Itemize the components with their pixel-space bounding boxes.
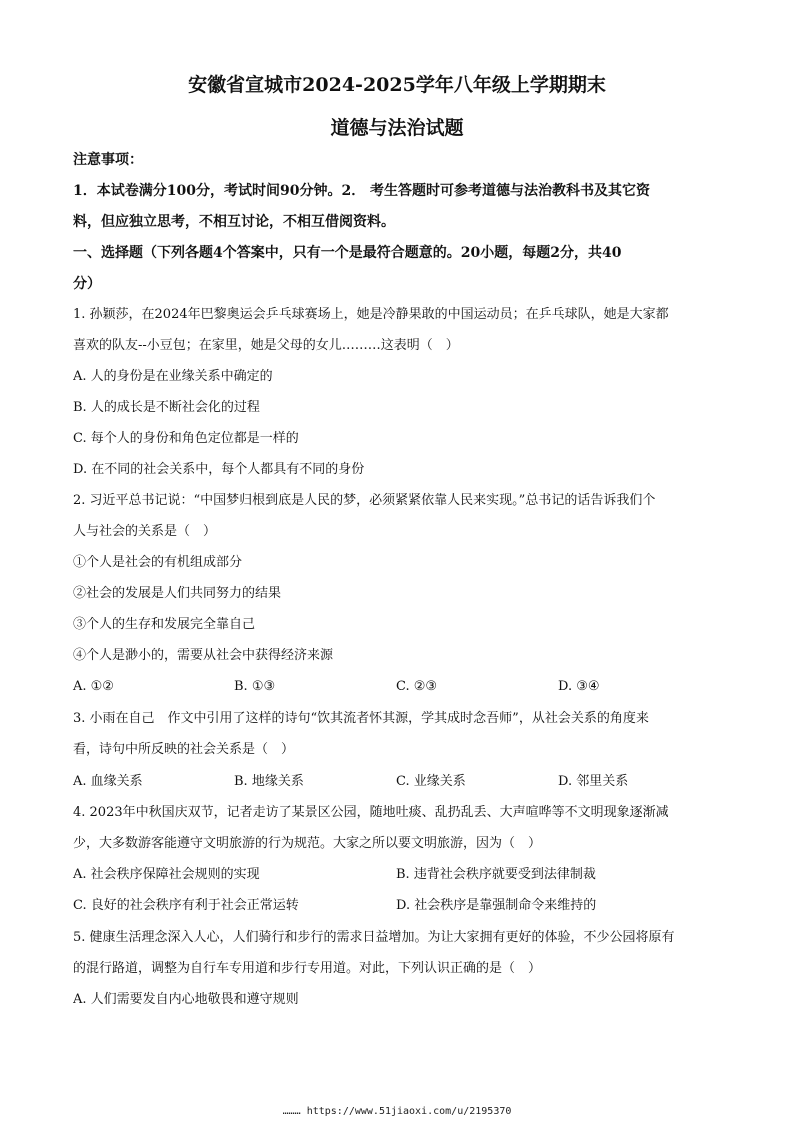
question-3-option-d: D. 邻里关系 [558,774,629,789]
question-4-stem-line2: 少，大多数游客能遵守文明旅游的行为规范。大家之所以要文明旅游，因为（ ） [73,836,542,851]
section-heading-line1: 一、选择题（下列各题4个答案中，只有一个是最符合题意的。20小题，每题2分，共40 [73,245,622,261]
notice-heading: 注意事项： [73,152,143,168]
question-3-stem-line2: 看，诗句中所反映的社会关系是（ ） [73,742,295,757]
question-2-option-d: D. ③④ [558,679,600,694]
question-3-option-b: B. 地缘关系 [234,774,304,789]
question-4-option-d: D. 社会秩序是靠强制命令来维持的 [396,898,597,913]
question-2-option-a: A. ①② [73,679,114,694]
question-4-stem-line1: 4. 2023年中秋国庆双节，记者走访了某景区公园，随地吐痰、乱扔乱丢、大声喧哗等不文明现象逐渐减 [73,805,669,820]
question-2-option-b: B. ①③ [234,679,276,694]
question-3-stem-line1: 3. 小雨在自己 作文中引用了这样的诗句“饮其流者怀其源，学其成时念吾师”，从社会关系的角度来 [73,711,649,726]
exam-title: 安徽省宣城市2024-2025学年八年级上学期期末 [188,74,606,96]
question-5-option-a: A. 人们需要发自内心地敬畏和遵守规则 [73,992,299,1007]
question-2-stem-line2: 人与社会的关系是（ ） [73,524,217,539]
question-1-option-d: D. 在不同的社会关系中，每个人都具有不同的身份 [73,462,365,477]
question-1-option-b: B. 人的成长是不断社会化的过程 [73,400,260,415]
question-5-stem-line2: 的混行路道，调整为自行车专用道和步行专用道。对此，下列认识正确的是（ ） [73,961,542,976]
question-1-option-c: C. 每个人的身份和角色定位都是一样的 [73,431,299,446]
question-2-stem-line1: 2. 习近平总书记说：“中国梦归根到底是人民的梦，必须紧紧依靠人民来实现。”总书记的话告诉我们个 [73,493,656,508]
footer-url[interactable]: ……… https://www.51jiaoxi.com/u/2195370 [282,1106,512,1117]
question-4-option-b: B. 违背社会秩序就要受到法律制裁 [396,867,596,882]
question-4-option-c: C. 良好的社会秩序有利于社会正常运转 [73,898,299,913]
notice-text-line1: 1．本试卷满分100分，考试时间90分钟。2． 考生答题时可参考道德与法治教科书及其它资 [73,183,651,199]
question-1-stem-line2: 喜欢的队友--小豆包；在家里，她是父母的女儿………这表明（ ） [73,338,459,353]
notice-text-line2: 料，但应独立思考，不相互讨论，不相互借阅资料。 [73,214,395,230]
question-2-statement-2: ②社会的发展是人们共同努力的结果 [73,586,282,601]
question-3-option-c: C. 业缘关系 [396,774,466,789]
question-2-statement-1: ①个人是社会的有机组成部分 [73,555,243,570]
question-3-option-a: A. 血缘关系 [73,774,143,789]
exam-subtitle: 道德与法治试题 [330,117,464,139]
question-2-statement-3: ③个人的生存和发展完全靠自己 [73,617,256,632]
section-heading-line2: 分） [73,276,101,292]
question-4-option-a: A. 社会秩序保障社会规则的实现 [73,867,260,882]
question-5-stem-line1: 5. 健康生活理念深入人心，人们骑行和步行的需求日益增加。为让大家拥有更好的体验，不少公园将原有 [73,930,675,945]
question-1-stem-line1: 1. 孙颖莎，在2024年巴黎奥运会乒乓球赛场上，她是冷静果敢的中国运动员；在乒乓球队，她是大家都 [73,307,669,322]
question-2-option-c: C. ②③ [396,679,438,694]
question-2-statement-4: ④个人是渺小的，需要从社会中获得经济来源 [73,648,334,663]
question-1-option-a: A. 人的身份是在业缘关系中确定的 [73,369,273,384]
